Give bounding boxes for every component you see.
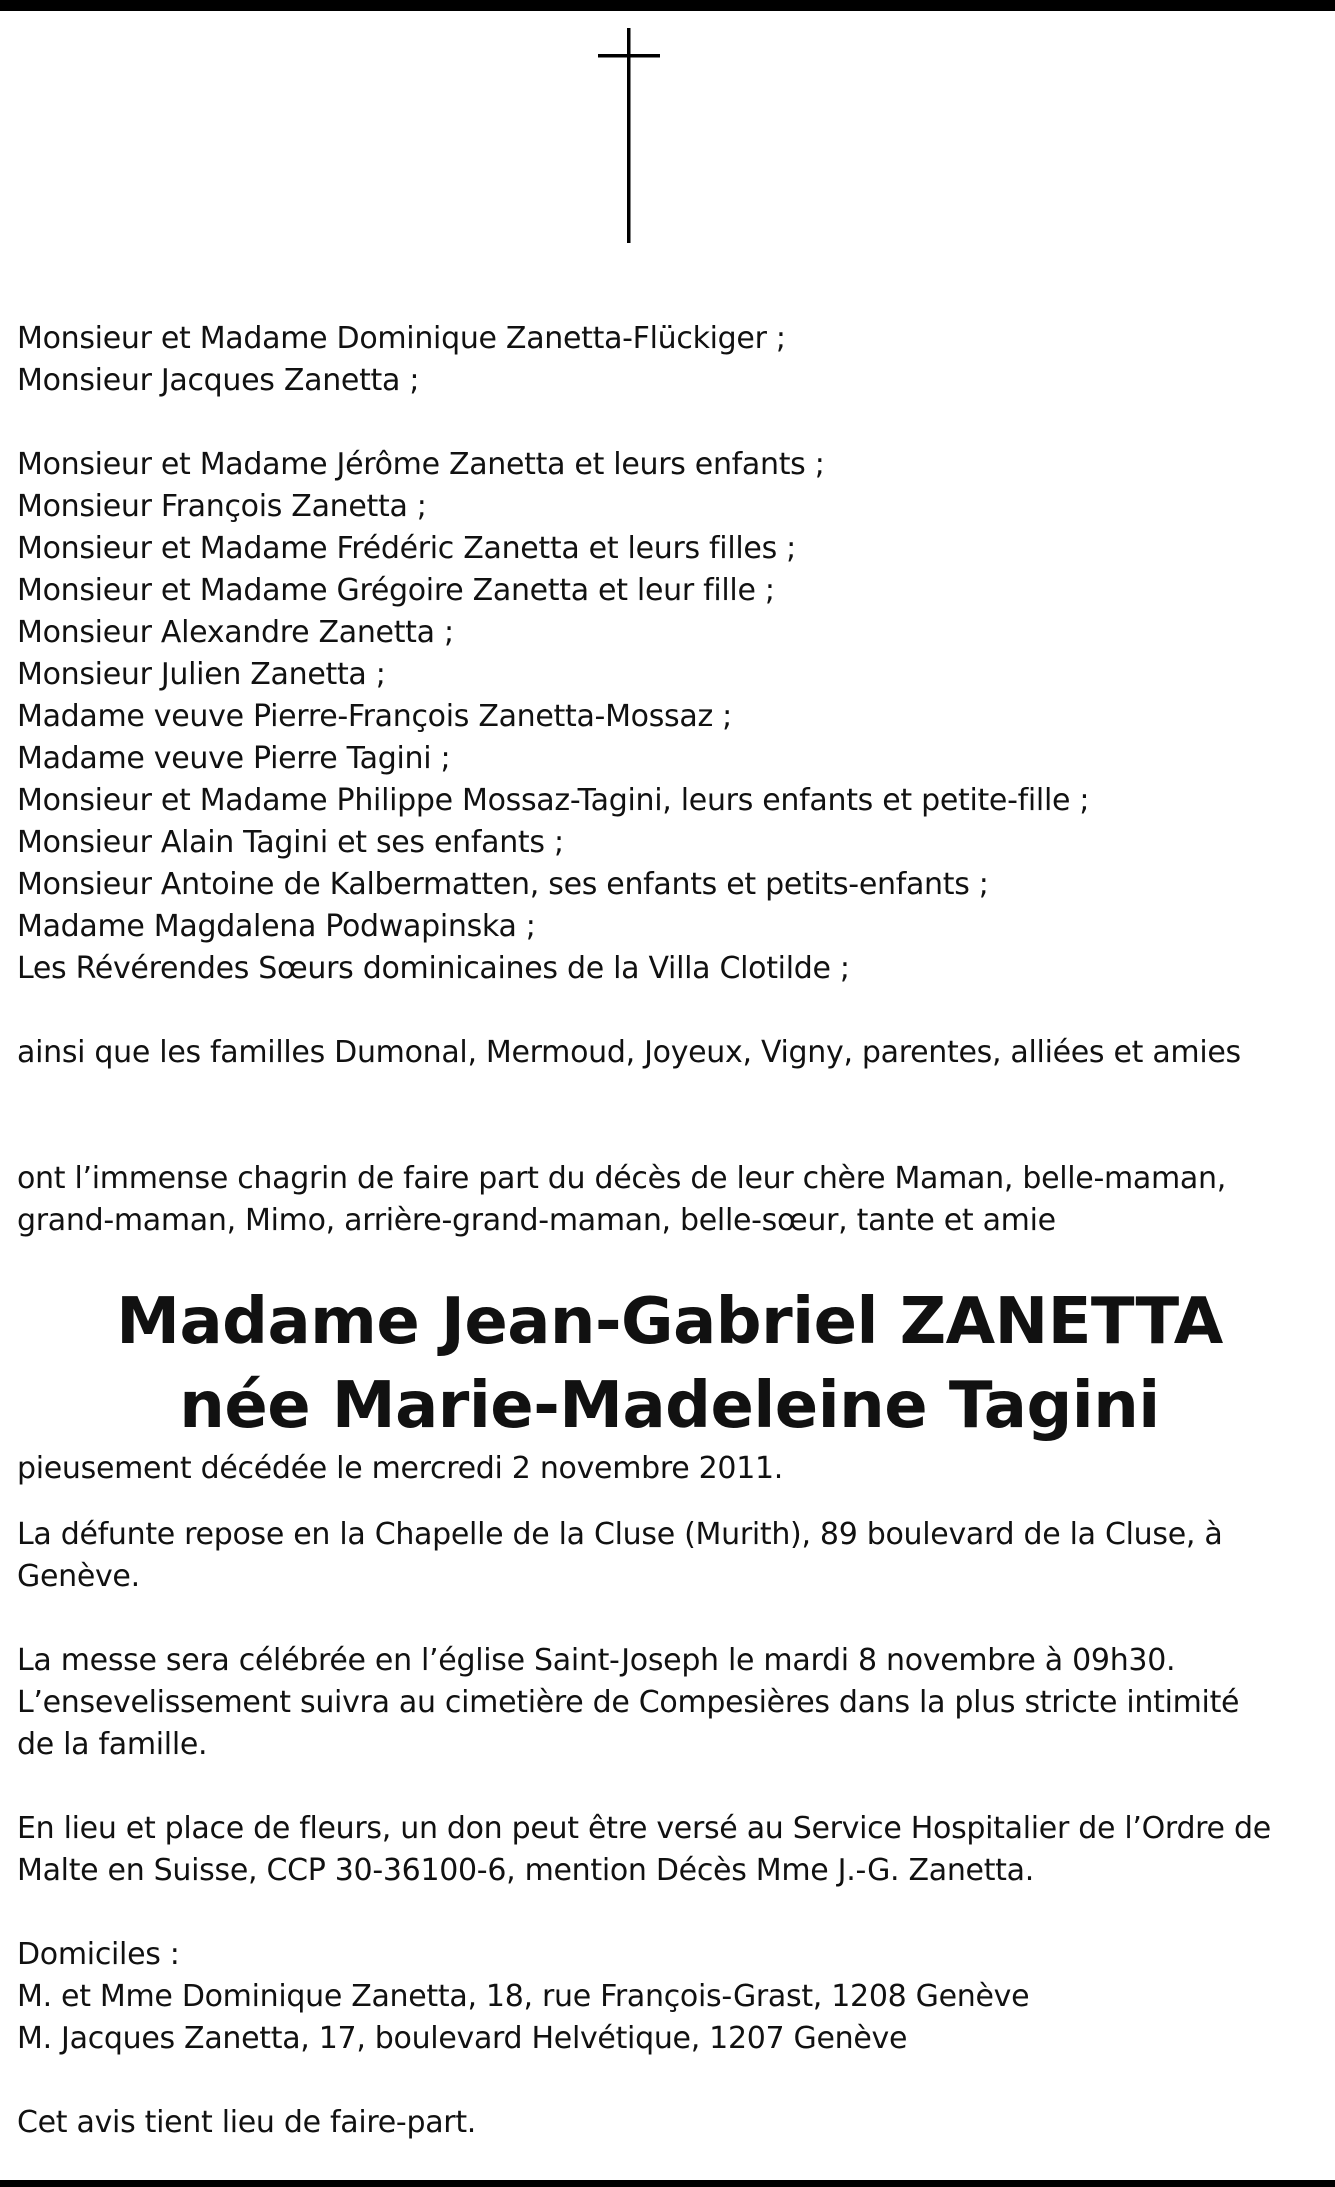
family-line: Monsieur Alexandre Zanetta ;: [17, 615, 454, 650]
family-line: Monsieur Jacques Zanetta ;: [17, 363, 420, 398]
obituary-text: [17, 318, 1322, 2144]
family-line: Les Révérendes Sœurs dominicaines de la Villa Clotilde ;: [17, 951, 850, 986]
family-line: Monsieur et Madame Grégoire Zanetta et leur fille ;: [17, 573, 775, 608]
donation-line: Malte en Suisse, CCP 30-36100-6, mention Décès Mme J.-G. Zanetta.: [17, 1853, 1034, 1888]
death-date-line: pieusement décédée le mercredi 2 novembre 2011.: [17, 1451, 784, 1486]
family-line: Monsieur Antoine de Kalbermatten, ses enfants et petits-enfants ;: [17, 867, 989, 902]
family-line: Monsieur Alain Tagini et ses enfants ;: [17, 825, 564, 860]
also-families-line: ainsi que les familles Dumonal, Mermoud, Joyeux, Vigny, parentes, alliées et amies: [17, 1035, 1241, 1070]
family-line: Monsieur et Madame Philippe Mossaz-Tagini, leurs enfants et petite-fille ;: [17, 783, 1090, 818]
family-line: Monsieur et Madame Dominique Zanetta-Flückiger ;: [17, 321, 786, 356]
family-line: Madame veuve Pierre Tagini ;: [17, 741, 451, 776]
deceased-name-block: [17, 1280, 1322, 1448]
repose-line: Genève.: [17, 1559, 140, 1594]
deceased-name: Madame Jean-Gabriel ZANETTA: [116, 1285, 1223, 1359]
top-border: [0, 0, 1335, 11]
repose-line: La défunte repose en la Chapelle de la Cluse (Murith), 89 boulevard de la Cluse, à: [17, 1517, 1223, 1552]
domicile-line: M. et Mme Dominique Zanetta, 18, rue François-Grast, 1208 Genève: [17, 1979, 1030, 2014]
mass-line: La messe sera célébrée en l’église Saint-Joseph le mardi 8 novembre à 09h30.: [17, 1643, 1176, 1678]
cross-icon: [598, 28, 660, 243]
family-line: Madame veuve Pierre-François Zanetta-Mossaz ;: [17, 699, 732, 734]
family-line: Monsieur Julien Zanetta ;: [17, 657, 386, 692]
announcement-line: grand-maman, Mimo, arrière-grand-maman, belle-sœur, tante et amie: [17, 1203, 1056, 1238]
mass-line: L’ensevelissement suivra au cimetière de Compesières dans la plus stricte intimité: [17, 1685, 1240, 1720]
donation-line: En lieu et place de fleurs, un don peut être versé au Service Hospitalier de l’Ordre de: [17, 1811, 1271, 1846]
closing-line: Cet avis tient lieu de faire-part.: [17, 2105, 477, 2140]
family-line: Monsieur et Madame Frédéric Zanetta et leurs filles ;: [17, 531, 796, 566]
domicile-line: M. Jacques Zanetta, 17, boulevard Helvétique, 1207 Genève: [17, 2021, 908, 2056]
domiciles-heading: Domiciles :: [17, 1937, 180, 1972]
family-line: Madame Magdalena Podwapinska ;: [17, 909, 536, 944]
announcement-line: ont l’immense chagrin de faire part du décès de leur chère Maman, belle-maman,: [17, 1161, 1226, 1196]
family-line: Monsieur et Madame Jérôme Zanetta et leurs enfants ;: [17, 447, 825, 482]
mass-line: de la famille.: [17, 1727, 208, 1762]
deceased-birth-name: née Marie-Madeleine Tagini: [179, 1369, 1160, 1443]
family-line: Monsieur François Zanetta ;: [17, 489, 427, 524]
bottom-border: [0, 2180, 1335, 2187]
